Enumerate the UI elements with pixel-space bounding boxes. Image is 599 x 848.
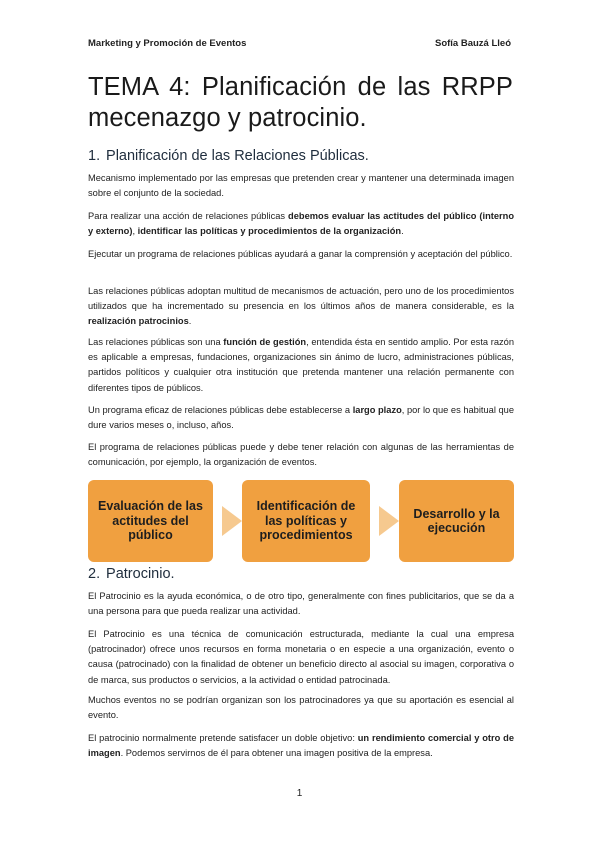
header-course: Marketing y Promoción de Eventos	[88, 38, 247, 49]
page-number: 1	[296, 788, 303, 799]
section-1-title: Planificación de las Relaciones Públicas.	[106, 148, 369, 164]
s2-paragraph-3: Muchos eventos no se podrían organizan son los patrocinadores ya que su aportación es esencial al evento.	[88, 695, 514, 721]
section-2-heading	[88, 566, 175, 582]
header-author: Sofía Bauzá Lleó	[434, 38, 511, 49]
process-step-execution: Desarrollo y la ejecución	[399, 480, 514, 562]
s1-paragraph-1: Mecanismo implementado por las empresas que pretenden crear y mantener una determinada imagen sobre el conjunto de la sociedad.	[88, 173, 514, 199]
section-1-heading	[88, 148, 369, 164]
section-1-number: 1.	[88, 148, 101, 164]
arrow-right-icon	[379, 506, 399, 536]
section-2-number: 2.	[88, 566, 101, 582]
document-title: TEMA 4: Planificación de las RRPP mecenazgo y patrocinio.	[88, 73, 513, 132]
process-diagram	[88, 480, 514, 562]
process-step-evaluation: Evaluación de las actitudes del público	[88, 480, 213, 562]
page-header	[88, 38, 511, 49]
s1-paragraph-4: Las relaciones públicas adoptan multitud de mecanismos de actuación, pero uno de los procedimientos utilizados que ha incrementado su presencia en los últimos años de manera considerable, es la realización patrocinios.	[88, 286, 514, 327]
s2-paragraph-4: El patrocinio normalmente pretende satisfacer un doble objetivo: un rendimiento comercial y otro de imagen. Podemos servirnos de él para obtener una imagen positiva de la empresa.	[88, 733, 515, 759]
s2-paragraph-1: El Patrocinio es la ayuda económica, o de otro tipo, generalmente con fines publicitarios, que se da a una persona para que pueda realizar una actividad.	[88, 591, 514, 617]
s1-paragraph-7: El programa de relaciones públicas puede y debe tener relación con algunas de las herramientas de comunicación, por ejemplo, la organización de eventos.	[88, 442, 514, 468]
s2-paragraph-2: El Patrocinio es una técnica de comunicación estructurada, mediante la cual una empresa (patrocinador) ofrece unos recursos en forma monetaria o en especie a una organización, evento o causa (patrocinado) con la finalidad de obtener un beneficio directo al asocial su imagen, corporativa o de marca, sus productos o servicios, a la actividad o entidad patrocinada.	[88, 629, 514, 685]
s1-paragraph-2: Para realizar una acción de relaciones públicas debemos evaluar las actitudes del público (interno y externo), identificar las políticas y procedimientos de la organización.	[88, 211, 514, 237]
s1-paragraph-6: Un programa eficaz de relaciones públicas debe establecerse a largo plazo, por lo que es habitual que dure varios meses o, incluso, años.	[88, 405, 514, 431]
section-2-title: Patrocinio.	[106, 566, 175, 582]
s1-paragraph-3: Ejecutar un programa de relaciones públicas ayudará a ganar la comprensión y aceptación del público.	[88, 249, 513, 259]
process-step-identification: Identificación de las políticas y procedimientos	[242, 480, 370, 562]
arrow-right-icon	[222, 506, 242, 536]
s1-paragraph-5: Las relaciones públicas son una función de gestión, entendida ésta en sentido amplio. Por esta razón es aplicable a empresas, fundaciones, organizaciones sin ánimo de lucro, administraciones públicas, partidos políticos y cualquier otra institución que pretenda mantener una relación permanente con diferentes tipos de públicos.	[88, 337, 514, 393]
